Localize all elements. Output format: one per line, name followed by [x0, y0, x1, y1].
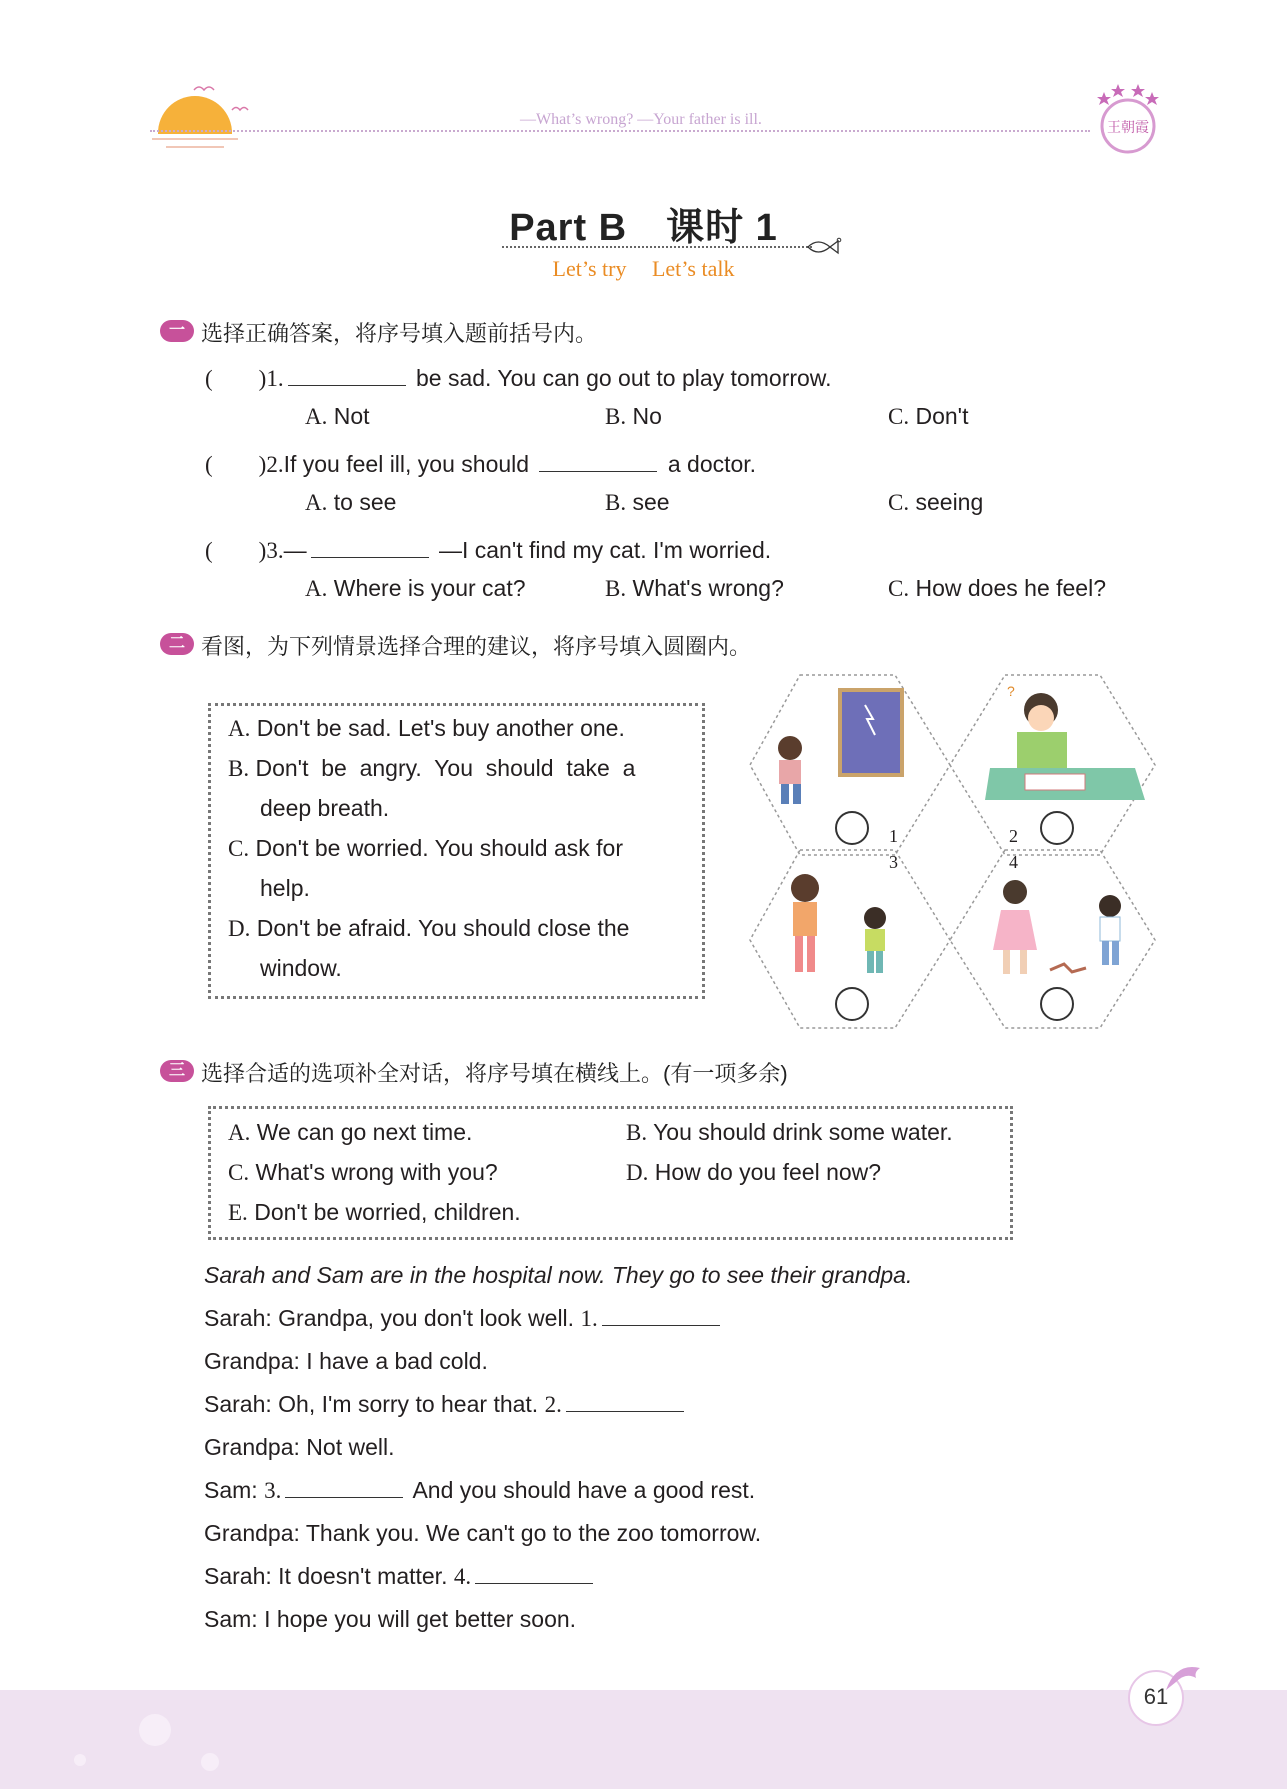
subtitle-lets-try: Let’s try — [552, 256, 627, 281]
answer-blank[interactable] — [566, 1391, 684, 1412]
answer-blank[interactable] — [539, 451, 657, 472]
dialogue-line: Sam: 3. And you should have a good rest. — [204, 1477, 756, 1503]
option-d: D. How do you feel now? — [626, 1159, 882, 1185]
option-b: B. Don't be angry. You should take a — [228, 755, 636, 781]
birds-icon — [192, 82, 252, 122]
question-2: ( )2.If you feel ill, you should a doctor. — [205, 451, 757, 477]
dialogue-intro: Sarah and Sam are in the hospital now. They go to see their grandpa. — [204, 1262, 913, 1288]
picture-number-1: 1 — [889, 826, 898, 846]
page-number: 61 — [1143, 1684, 1169, 1709]
section-badge: 三 — [160, 1060, 194, 1082]
answer-paren[interactable]: ( ) — [205, 452, 267, 477]
picture-number-2: 2 — [1009, 826, 1018, 846]
option-b: B. No — [605, 403, 662, 429]
section-instruction: 选择正确答案，将序号填入题前括号内。 — [201, 321, 598, 346]
dialogue-line: Grandpa: Thank you. We can't go to the zoo tomorrow. — [204, 1520, 762, 1546]
option-a: A. We can go next time. — [228, 1119, 473, 1145]
option-b-cont: deep breath. — [260, 795, 390, 821]
subtitle — [0, 256, 1287, 282]
picture-number-3: 3 — [889, 852, 898, 872]
dialogue-line: Grandpa: I have a bad cold. — [204, 1348, 488, 1374]
subtitle-lets-talk: Let’s talk — [651, 256, 735, 281]
dialogue-line: Sarah: Grandpa, you don't look well. 1. — [204, 1305, 724, 1332]
answer-circle-3[interactable] — [835, 987, 869, 1021]
title-divider — [502, 246, 812, 248]
answer-blank[interactable] — [285, 1477, 403, 1498]
answer-blank[interactable] — [311, 537, 429, 558]
option-a: A. Not — [305, 403, 370, 429]
option-d-cont: window. — [260, 955, 342, 981]
sun-line — [152, 138, 238, 140]
svg-text:王朝霞: 王朝霞 — [1107, 120, 1149, 136]
header-divider — [150, 130, 1090, 132]
option-c: C. seeing — [888, 489, 984, 515]
option-c-cont: help. — [260, 875, 310, 901]
dialogue-line: Sarah: Oh, I'm sorry to hear that. 2. — [204, 1391, 688, 1418]
option-c: C. Don't be worried. You should ask for — [228, 835, 623, 861]
option-a: A. to see — [305, 489, 397, 515]
picture-number-4: 4 — [1009, 852, 1018, 872]
header-tagline: —What’s wrong? —Your father is ill. — [520, 111, 762, 128]
dialogue-line: Sam: I hope you will get better soon. — [204, 1606, 577, 1632]
answer-circle-2[interactable] — [1040, 811, 1074, 845]
section-badge: 二 — [160, 633, 194, 655]
svg-text:?: ? — [1007, 683, 1015, 699]
scene-pictures — [745, 670, 1165, 1032]
dialogue-line: Sarah: It doesn't matter. 4. — [204, 1563, 597, 1590]
bubbles-decoration — [0, 1690, 1287, 1789]
section-badge: 一 — [160, 320, 194, 342]
answer-blank[interactable] — [602, 1305, 720, 1326]
answer-blank[interactable] — [475, 1563, 593, 1584]
option-c: C. What's wrong with you? — [228, 1159, 498, 1185]
option-b: B. see — [605, 489, 670, 515]
scene-2-boy-desk — [985, 683, 1145, 800]
answer-paren[interactable]: ( ) — [205, 538, 267, 563]
section-instruction: 选择合适的选项补全对话，将序号填在横线上。(有一项多余) — [201, 1061, 788, 1086]
fish-icon — [806, 236, 842, 258]
sun-line — [166, 146, 224, 148]
dialogue-line: Grandpa: Not well. — [204, 1434, 395, 1460]
option-c: C. Don't — [888, 403, 969, 429]
option-c: C. How does he feel? — [888, 575, 1106, 601]
option-a: A. Don't be sad. Let's buy another one. — [228, 715, 625, 741]
option-d: D. Don't be afraid. You should close the — [228, 915, 630, 941]
answer-blank[interactable] — [288, 365, 406, 386]
option-b: B. You should drink some water. — [626, 1119, 953, 1145]
option-a: A. Where is your cat? — [305, 575, 526, 601]
option-b: B. What's wrong? — [605, 575, 784, 601]
option-e: E. Don't be worried, children. — [228, 1199, 521, 1225]
answer-paren[interactable]: ( ) — [205, 366, 267, 391]
scene-3-girl-boy — [791, 874, 886, 973]
question-3: ( )3.— —I can't find my cat. I'm worried. — [205, 537, 772, 563]
answer-circle-4[interactable] — [1040, 987, 1074, 1021]
section-instruction: 看图，为下列情景选择合理的建议，将序号填入圆圈内。 — [201, 634, 752, 659]
brand-logo — [1090, 78, 1166, 156]
page-title: Part B 课时 1 — [509, 207, 778, 249]
scene-1-storm-window — [778, 690, 902, 804]
scene-4-broken-toy — [993, 880, 1121, 974]
question-1: ( )1. be sad. You can go out to play tomorrow. — [205, 365, 832, 391]
answer-circle-1[interactable] — [835, 811, 869, 845]
